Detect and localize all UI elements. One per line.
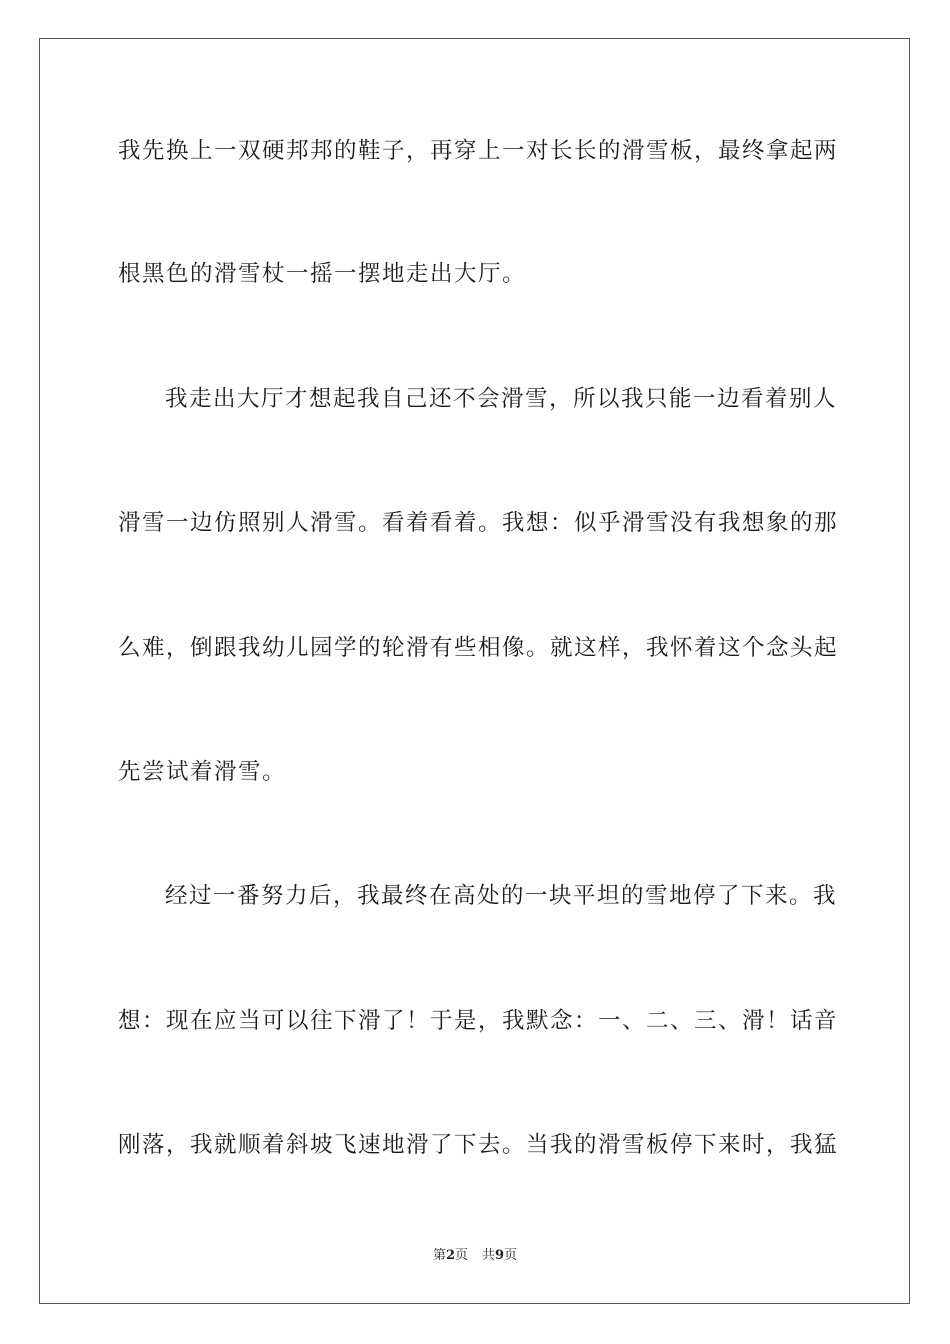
current-page-number: 2 (445, 1248, 455, 1263)
page-footer (0, 1247, 950, 1265)
text-line-1: 我先换上一双硬邦邦的鞋子，再穿上一对长长的滑雪板，最终拿起两 (118, 138, 839, 164)
page-suffix: 页 (454, 1248, 468, 1263)
total-prefix: 共 (482, 1248, 496, 1263)
total-page-number: 9 (495, 1248, 505, 1263)
text-line-6: 先尝试着滑雪。 (118, 759, 287, 785)
text-line-5: 么难，倒跟我幼儿园学的轮滑有些相像。就这样，我怀着这个念头起 (118, 635, 839, 661)
page-prefix: 第 (432, 1248, 446, 1263)
total-suffix: 页 (504, 1248, 518, 1263)
text-line-8: 想：现在应当可以往下滑了！于是，我默念：一、二、三、滑！话音 (118, 1008, 839, 1034)
text-line-7: 经过一番努力后，我最终在高处的一块平坦的雪地停了下来。我 (165, 883, 838, 909)
text-line-2: 根黑色的滑雪杖一摇一摆地走出大厅。 (118, 261, 527, 287)
text-line-9: 刚落，我就顺着斜坡飞速地滑了下去。当我的滑雪板停下来时，我猛 (118, 1132, 839, 1158)
page-frame (39, 38, 910, 1304)
text-line-3: 我走出大厅才想起我自己还不会滑雪，所以我只能一边看着别人 (165, 386, 838, 412)
text-line-4: 滑雪一边仿照别人滑雪。看着看着。我想：似乎滑雪没有我想象的那 (118, 510, 839, 536)
